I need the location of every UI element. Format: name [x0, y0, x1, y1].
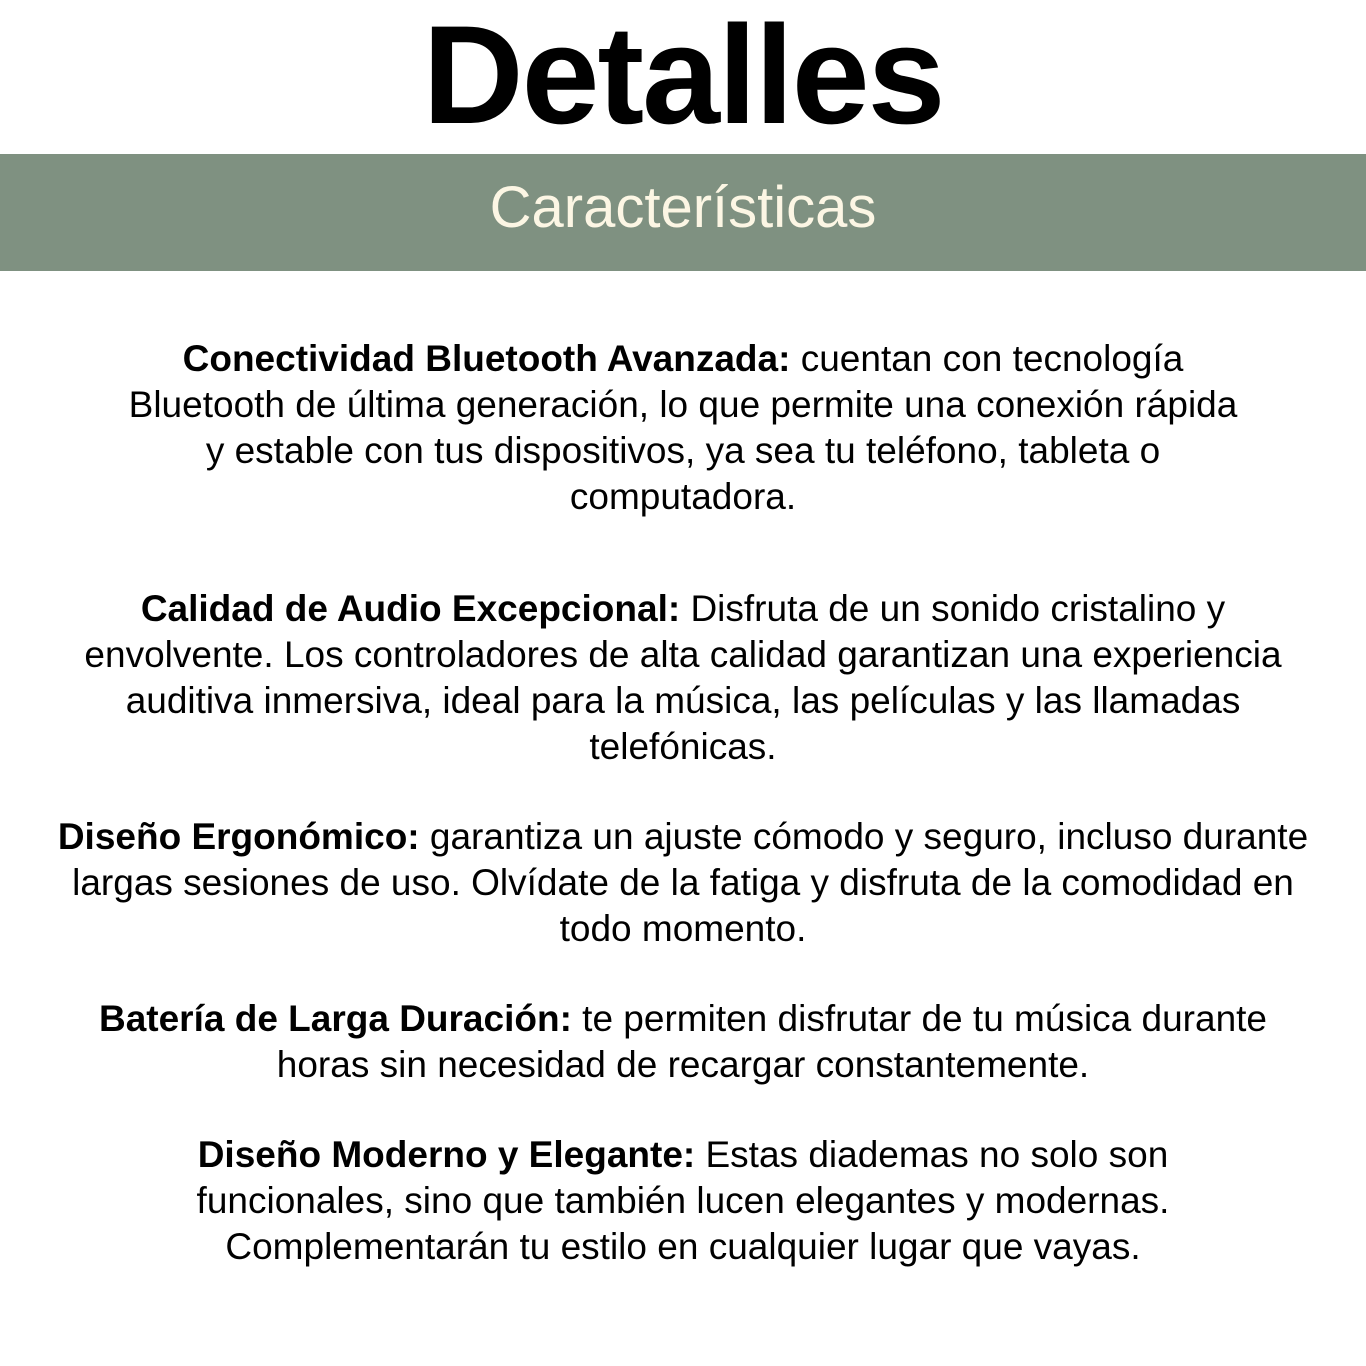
feature-description: garantiza un ajuste cómodo y seguro, incluso durante largas sesiones de uso. Olvídate de la fatiga y disfruta de la comodidad en todo momento. [72, 816, 1309, 949]
feature-bluetooth [118, 336, 1248, 520]
feature-description: Estas diademas no solo son funcionales, sino que también lucen elegantes y modernas. Complementarán tu estilo en cualquier lugar que vayas. [196, 1134, 1170, 1267]
feature-description: cuentan con tecnología Bluetooth de última generación, lo que permite una conexión rápida y estable con tus dispositivos, ya sea tu teléfono, tableta o computadora. [128, 338, 1238, 517]
feature-heading: Diseño Ergonómico: [57, 816, 420, 857]
feature-ergonomic-design [53, 814, 1313, 952]
section-header-band [0, 154, 1366, 271]
feature-heading: Diseño Moderno y Elegante: [197, 1134, 696, 1175]
feature-description: te permiten disfrutar de tu música durante horas sin necesidad de recargar constantemente. [276, 998, 1268, 1085]
feature-heading: Batería de Larga Duración: [98, 998, 572, 1039]
feature-description: Disfruta de un sonido cristalino y envolvente. Los controladores de alta calidad garantizan una experiencia auditiva inmersiva, ideal para la música, las películas y las llamadas telefónicas. [84, 588, 1282, 767]
feature-modern-design [128, 1132, 1238, 1270]
feature-battery [93, 996, 1273, 1088]
features-list [0, 336, 1366, 1270]
feature-heading: Conectividad Bluetooth Avanzada: [182, 338, 791, 379]
section-title: Características [489, 175, 877, 240]
feature-heading: Calidad de Audio Excepcional: [140, 588, 681, 629]
page-title: Detalles [422, 0, 944, 153]
feature-audio-quality [58, 586, 1308, 770]
